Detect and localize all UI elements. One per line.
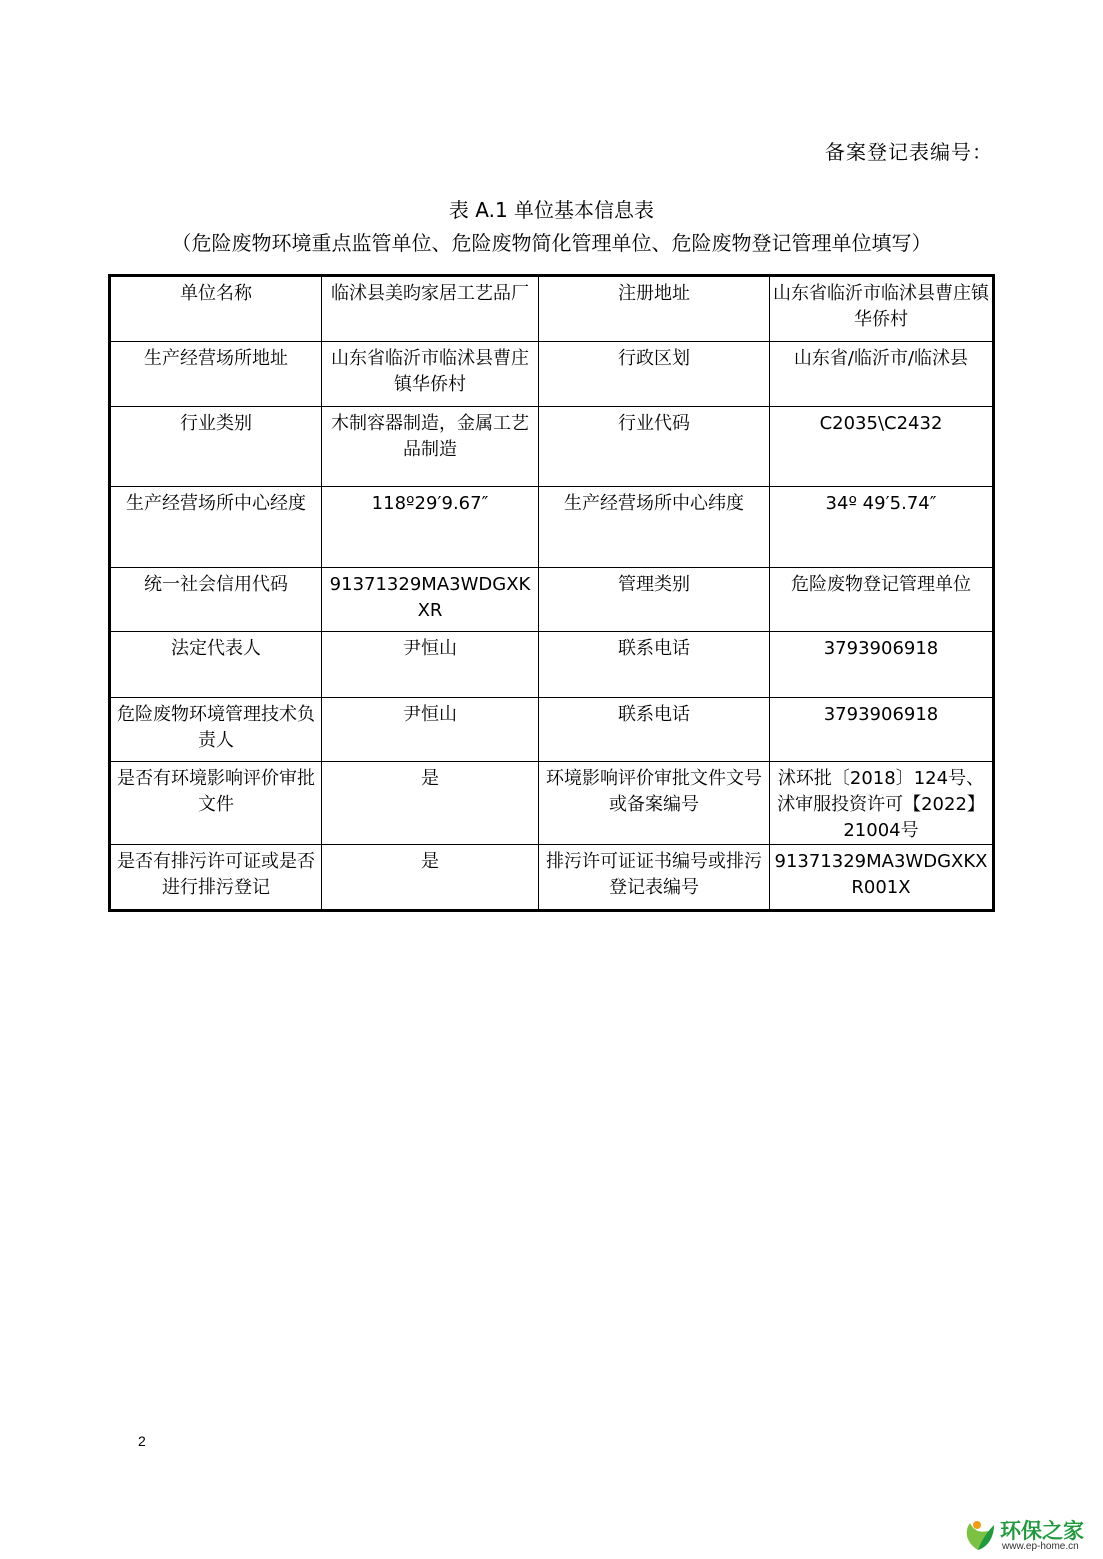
table-cell: 118º29′9.67″ xyxy=(322,487,539,568)
table-cell: 山东省临沂市临沭县曹庄镇华侨村 xyxy=(770,276,994,342)
table-row xyxy=(110,342,994,407)
table-cell: 行业类别 xyxy=(110,407,322,487)
table-cell: 法定代表人 xyxy=(110,632,322,698)
table-cell: 联系电话 xyxy=(539,698,770,762)
table-cell: C2035\C2432 xyxy=(770,407,994,487)
table-cell: 3793906918 xyxy=(770,632,994,698)
table-row xyxy=(110,845,994,911)
table-subtitle: （危险废物环境重点监管单位、危险废物简化管理单位、危险废物登记管理单位填写） xyxy=(171,231,932,255)
watermark-name: 环保之家 xyxy=(1000,1519,1084,1543)
table-cell: 排污许可证证书编号或排污登记表编号 xyxy=(539,845,770,911)
table-cell: 统一社会信用代码 xyxy=(110,568,322,632)
table-cell: 环境影响评价审批文件文号或备案编号 xyxy=(539,762,770,845)
table-row xyxy=(110,407,994,487)
table-cell: 是 xyxy=(322,762,539,845)
table-title: 表 A.1 单位基本信息表 xyxy=(448,198,655,222)
table-row xyxy=(110,762,994,845)
table-cell: 危险废物环境管理技术负责人 xyxy=(110,698,322,762)
table-cell: 是否有环境影响评价审批文件 xyxy=(110,762,322,845)
table-cell: 生产经营场所地址 xyxy=(110,342,322,407)
table-cell: 3793906918 xyxy=(770,698,994,762)
table-cell: 行业代码 xyxy=(539,407,770,487)
table-cell: 91371329MA3WDGXKXR xyxy=(322,568,539,632)
table-cell: 尹恒山 xyxy=(322,632,539,698)
table-cell: 注册地址 xyxy=(539,276,770,342)
table-cell: 山东省/临沂市/临沭县 xyxy=(770,342,994,407)
table-row xyxy=(110,276,994,342)
table-cell: 生产经营场所中心经度 xyxy=(110,487,322,568)
table-cell: 山东省临沂市临沭县曹庄镇华侨村 xyxy=(322,342,539,407)
table-cell: 34º 49′5.74″ xyxy=(770,487,994,568)
table-cell: 91371329MA3WDGXKXR001X xyxy=(770,845,994,911)
table-row xyxy=(110,487,994,568)
table-cell: 生产经营场所中心纬度 xyxy=(539,487,770,568)
table-cell: 危险废物登记管理单位 xyxy=(770,568,994,632)
table-cell: 管理类别 xyxy=(539,568,770,632)
table-cell: 联系电话 xyxy=(539,632,770,698)
table-cell: 是 xyxy=(322,845,539,911)
watermark-url: www.ep-home.cn xyxy=(1002,1541,1079,1552)
table-row xyxy=(110,632,994,698)
watermark-logo xyxy=(960,1515,1100,1555)
table-cell: 单位名称 xyxy=(110,276,322,342)
table-cell: 沭环批〔2018〕124号、沭审服投资许可【2022】21004号 xyxy=(770,762,994,845)
registration-number-label: 备案登记表编号： xyxy=(825,140,993,164)
table-cell: 行政区划 xyxy=(539,342,770,407)
page-number: 2 xyxy=(138,1433,146,1449)
table-cell: 尹恒山 xyxy=(322,698,539,762)
table-cell: 木制容器制造，金属工艺品制造 xyxy=(322,407,539,487)
leaf-logo-icon xyxy=(960,1517,996,1553)
table-row xyxy=(110,698,994,762)
table-cell: 临沭县美昀家居工艺品厂 xyxy=(322,276,539,342)
table-row xyxy=(110,568,994,632)
table-cell: 是否有排污许可证或是否进行排污登记 xyxy=(110,845,322,911)
unit-info-table xyxy=(108,274,995,912)
